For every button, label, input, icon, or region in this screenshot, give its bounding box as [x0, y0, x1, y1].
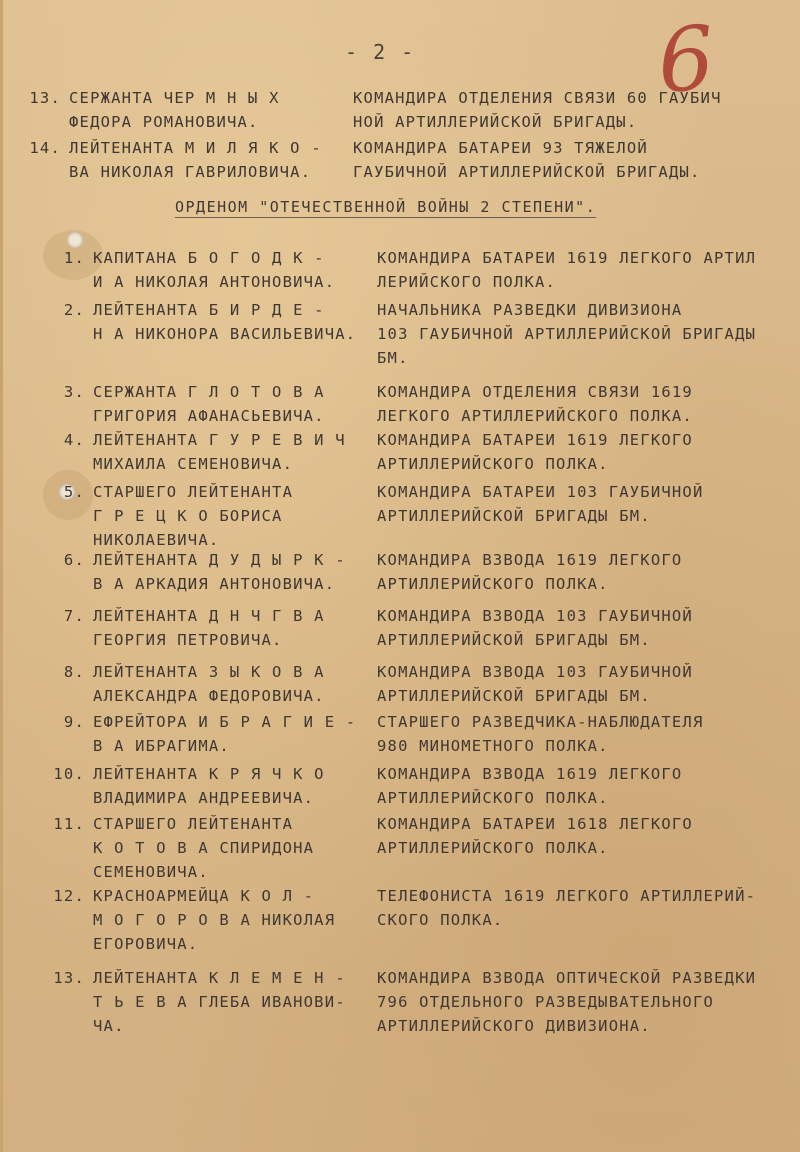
- entry-position: КОМАНДИРА ОТДЕЛЕНИЯ СВЯЗИ 1619 ЛЕГКОГО АРТИЛЛЕРИЙСКОГО ПОЛКА.: [377, 383, 693, 425]
- entry-position: НАЧАЛЬНИКА РАЗВЕДКИ ДИВИЗИОНА 103 ГАУБИЧНОЙ АРТИЛЛЕРИЙСКОЙ БРИГАДЫ БМ.: [377, 301, 757, 367]
- entry-position: КОМАНДИРА БАТАРЕИ 1618 ЛЕГКОГО АРТИЛЛЕРИЙСКОГО ПОЛКА.: [377, 815, 693, 857]
- entry-number: 3.: [63, 383, 85, 401]
- entry-number: 14.: [29, 139, 61, 157]
- page-number: - 2 -: [345, 40, 416, 64]
- entry-name: КРАСНОАРМЕЙЦА К О Л - М О Г О Р О В А НИКОЛАЯ ЕГОРОВИЧА.: [93, 887, 336, 953]
- entry-number: 11.: [53, 815, 85, 833]
- entry-position: КОМАНДИРА ВЗВОДА 103 ГАУБИЧНОЙ АРТИЛЛЕРИЙСКОЙ БРИГАДЫ БМ.: [377, 663, 693, 705]
- entry-name: ЛЕЙТЕНАНТА К Л Е М Е Н - Т Ь Е В А ГЛЕБА ИВАНОВИ- ЧА.: [93, 969, 346, 1035]
- entry-position: ТЕЛЕФОНИСТА 1619 ЛЕГКОГО АРТИЛЛЕРИЙ- СКОГО ПОЛКА.: [377, 887, 757, 929]
- entry-position: КОМАНДИРА БАТАРЕИ 93 ТЯЖЕЛОЙ ГАУБИЧНОЙ АРТИЛЛЕРИЙСКОЙ БРИГАДЫ.: [353, 139, 701, 181]
- entry-name: СТАРШЕГО ЛЕЙТЕНАНТА К О Т О В А СПИРИДОНА СЕМЕНОВИЧА.: [93, 815, 315, 881]
- entry-name: ЕФРЕЙТОРА И Б Р А Г И Е - В А ИБРАГИМА.: [93, 713, 357, 755]
- entry-position: КОМАНДИРА БАТАРЕИ 1619 ЛЕГКОГО АРТИЛ ЛЕРИЙСКОГО ПОЛКА.: [377, 249, 757, 291]
- entry-number: 7.: [63, 607, 85, 625]
- entry-number: 5.: [63, 483, 85, 501]
- handwritten-sheet-number: 6: [654, 6, 718, 113]
- entry-position: КОМАНДИРА ВЗВОДА 1619 ЛЕГКОГО АРТИЛЛЕРИЙСКОГО ПОЛКА.: [377, 765, 683, 807]
- entry-name: ЛЕЙТЕНАНТА З Ы К О В А АЛЕКСАНДРА ФЕДОРОВИЧА.: [93, 663, 325, 705]
- entry-position: КОМАНДИРА ВЗВОДА 1619 ЛЕГКОГО АРТИЛЛЕРИЙСКОГО ПОЛКА.: [377, 551, 683, 593]
- entry-number: 9.: [63, 713, 85, 731]
- entry-name: ЛЕЙТЕНАНТА Д У Д Ы Р К - В А АРКАДИЯ АНТОНОВИЧА.: [93, 551, 346, 593]
- entry-position: КОМАНДИРА ВЗВОДА 103 ГАУБИЧНОЙ АРТИЛЛЕРИЙСКОЙ БРИГАДЫ БМ.: [377, 607, 693, 649]
- entry-name: СЕРЖАНТА Г Л О Т О В А ГРИГОРИЯ АФАНАСЬЕВИЧА.: [93, 383, 325, 425]
- entry-number: 6.: [63, 551, 85, 569]
- entry-position: КОМАНДИРА БАТАРЕИ 1619 ЛЕГКОГО АРТИЛЛЕРИЙСКОГО ПОЛКА.: [377, 431, 693, 473]
- entry-name: КАПИТАНА Б О Г О Д К - И А НИКОЛАЯ АНТОНОВИЧА.: [93, 249, 336, 291]
- entry-number: 1.: [63, 249, 85, 267]
- entry-position: КОМАНДИРА БАТАРЕИ 103 ГАУБИЧНОЙ АРТИЛЛЕРИЙСКОЙ БРИГАДЫ БМ.: [377, 483, 704, 525]
- entry-position: КОМАНДИРА ВЗВОДА ОПТИЧЕСКОЙ РАЗВЕДКИ 796 ОТДЕЛЬНОГО РАЗВЕДЫВАТЕЛЬНОГО АРТИЛЛЕРИЙСКОГО ДИВИЗИОНА.: [377, 969, 757, 1035]
- entry-number: 8.: [63, 663, 85, 681]
- entry-name: СТАРШЕГО ЛЕЙТЕНАНТА Г Р Е Ц К О БОРИСА НИКОЛАЕВИЧА.: [93, 483, 294, 549]
- entry-name: ЛЕЙТЕНАНТА Б И Р Д Е - Н А НИКОНОРА ВАСИЛЬЕВИЧА.: [93, 301, 357, 343]
- entry-position: СТАРШЕГО РАЗВЕДЧИКА-НАБЛЮДАТЕЛЯ 980 МИНОМЕТНОГО ПОЛКА.: [377, 713, 704, 755]
- section-heading: ОРДЕНОМ "ОТЕЧЕСТВЕННОЙ ВОЙНЫ 2 СТЕПЕНИ".: [175, 198, 597, 216]
- entry-number: 12.: [53, 887, 85, 905]
- entry-name: СЕРЖАНТА ЧЕР М Н Ы Х ФЕДОРА РОМАНОВИЧА.: [69, 89, 280, 131]
- entry-name: ЛЕЙТЕНАНТА Д Н Ч Г В А ГЕОРГИЯ ПЕТРОВИЧА.: [93, 607, 325, 649]
- entry-number: 4.: [63, 431, 85, 449]
- entry-number: 2.: [63, 301, 85, 319]
- entry-number: 13.: [53, 969, 85, 987]
- entry-number: 13.: [29, 89, 61, 107]
- entry-name: ЛЕЙТЕНАНТА Г У Р Е В И Ч МИХАИЛА СЕМЕНОВИЧА.: [93, 431, 346, 473]
- entry-name: ЛЕЙТЕНАНТА М И Л Я К О - ВА НИКОЛАЯ ГАВРИЛОВИЧА.: [69, 139, 322, 181]
- entry-position: КОМАНДИРА ОТДЕЛЕНИЯ СВЯЗИ 60 ГАУБИЧ НОЙ АРТИЛЛЕРИЙСКОЙ БРИГАДЫ.: [353, 89, 722, 131]
- entry-number: 10.: [53, 765, 85, 783]
- entry-name: ЛЕЙТЕНАНТА К Р Я Ч К О ВЛАДИМИРА АНДРЕЕВИЧА.: [93, 765, 325, 807]
